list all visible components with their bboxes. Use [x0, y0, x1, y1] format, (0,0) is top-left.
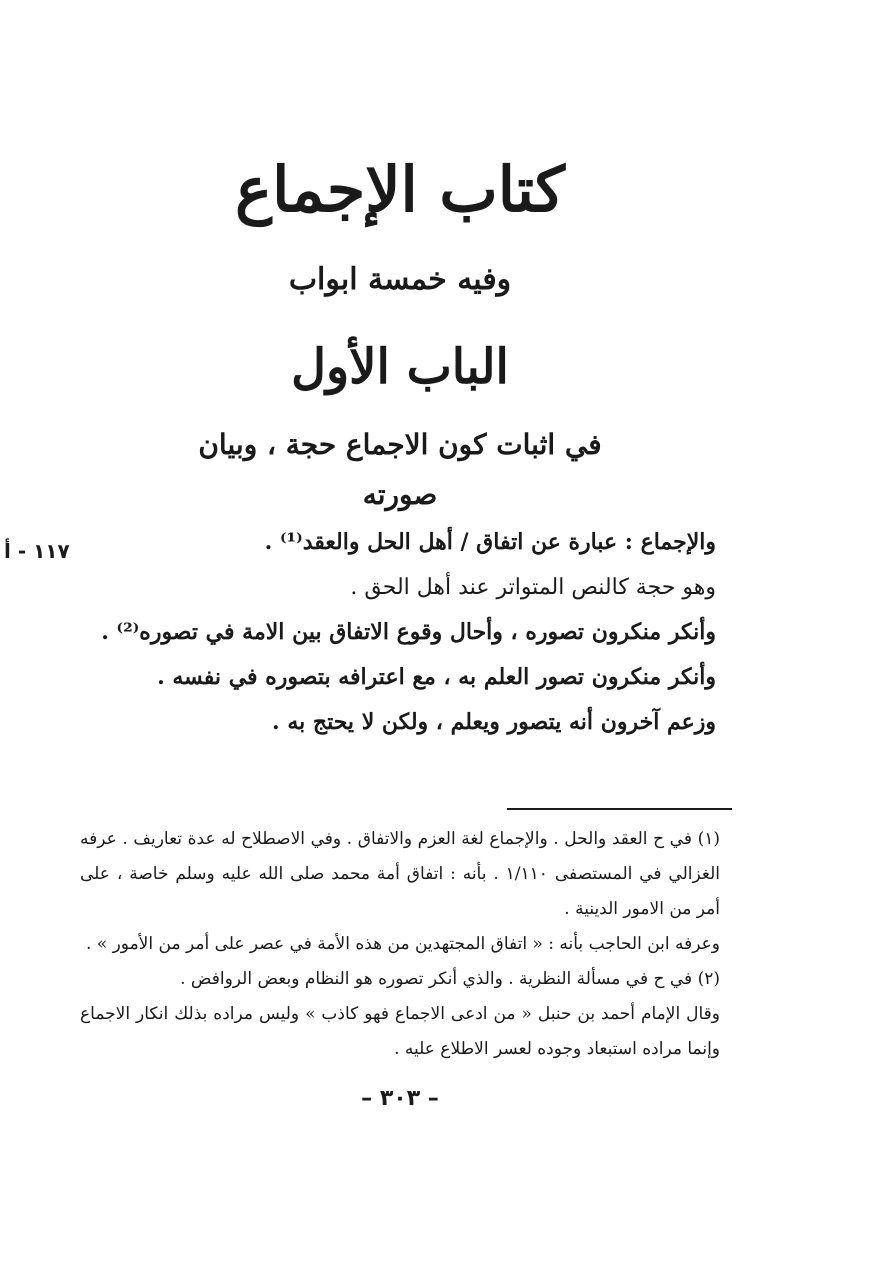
footnote-1: (١) في ح العقد والحل . والإجماع لغة العزم والاتفاق . وفي الاصطلاح له عدة تعاريف . عرفه الغزالي في المستصفى ١/١١٠ . بأنه : اتفاق أمة محمد صلى الله عليه وسلم خاصة ، على أمر من الامور الدينية .	[80, 829, 720, 919]
footnote-divider	[507, 808, 732, 810]
body-line-proof: وهو حجة كالنص المتواتر عند أهل الحق .	[350, 575, 716, 600]
footnote-2-continued: وقال الإمام أحمد بن حنبل « من ادعى الاجماع فهو كاذب » وليس مراده بذلك انكار الاجماع وإنما مراده استبعاد وجوده لعسر الاطلاع عليه .	[80, 1004, 720, 1059]
chapter-title: الباب الأول	[291, 339, 509, 395]
folio-marker: ١١٧ - أ	[4, 539, 70, 563]
body-line-deniers-knowledge: وأنكر منكرون تصور العلم به ، مع اعترافه بتصوره في نفسه .	[157, 664, 716, 690]
main-text	[80, 520, 716, 745]
footnote-2: (٢) في ح في مسألة النظرية . والذي أنكر تصوره هو النظام وبعض الروافض .	[180, 969, 720, 989]
body-line-definition: والإجماع : عبارة عن اتفاق / أهل الحل والعقد⁽¹⁾ .	[264, 529, 716, 555]
chapters-note: وفيه خمسة ابواب	[288, 262, 512, 297]
footnote-1-continued: وعرفه ابن الحاجب بأنه : « اتفاق المجتهدين من هذه الأمة في عصر على أمر من الأمور » .	[85, 934, 720, 954]
page-number: – ٣٠٣ –	[361, 1086, 439, 1111]
footnotes	[80, 822, 720, 1067]
body-line-others: وزعم آخرون أنه يتصور ويعلم ، ولكن لا يحتج به .	[272, 709, 716, 735]
body-line-deniers-conception: وأنكر منكرون تصوره ، وأحال وقوع الاتفاق بين الامة في تصوره⁽²⁾ .	[101, 619, 716, 645]
chapter-subtitle: في اثبات كون الاجماع حجة ، وبيان صورته	[198, 428, 602, 511]
book-title: كتاب الإجماع	[235, 153, 565, 226]
